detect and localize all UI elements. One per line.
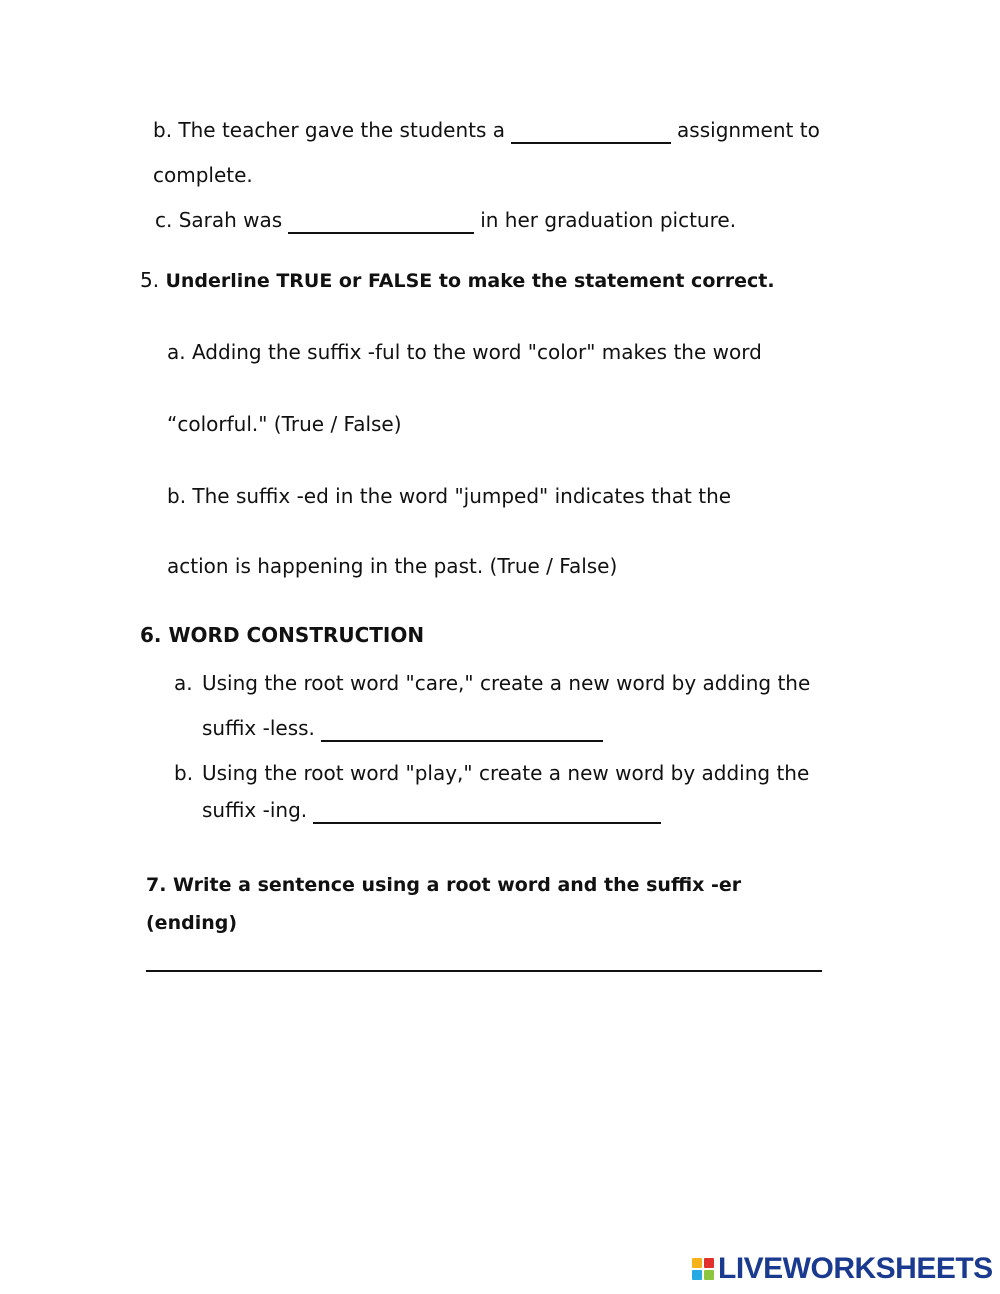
q4-b-line1 xyxy=(153,118,820,144)
q4-c-text-before: c. Sarah was xyxy=(155,208,283,232)
q4-c-blank[interactable] xyxy=(288,212,474,234)
logo-block-blue xyxy=(692,1270,702,1280)
q4-b-blank[interactable] xyxy=(511,122,671,144)
q6-a-blank[interactable] xyxy=(321,720,603,742)
q5-b-line1: b. The suffix -ed in the word "jumped" indicates that the xyxy=(167,484,732,508)
q6-b-line2 xyxy=(202,798,667,824)
q5-b-line2[interactable]: action is happening in the past. (True / False) xyxy=(167,554,618,578)
q4-b-line2: complete. xyxy=(153,163,253,187)
q5-heading xyxy=(140,268,775,293)
q5-a-line2[interactable]: “colorful." (True / False) xyxy=(167,412,402,436)
q6-a-line1: Using the root word "care," create a new word by adding the xyxy=(202,671,811,695)
logo-text: LIVEWORKSHEETS xyxy=(718,1252,993,1285)
q6-a-text: suffix -less. xyxy=(202,716,315,740)
liveworksheets-logo xyxy=(692,1252,993,1286)
q5-number: 5. xyxy=(140,268,160,292)
logo-block-green xyxy=(704,1270,714,1280)
q4-b-text-before: b. The teacher gave the students a xyxy=(153,118,506,142)
q6-a-line2 xyxy=(202,716,609,742)
q4-b-text-after: assignment to xyxy=(677,118,820,142)
q6-b-marker: b. xyxy=(174,761,194,785)
q4-c-text-after: in her graduation picture. xyxy=(480,208,737,232)
q6-b-text: suffix -ing. xyxy=(202,798,308,822)
q6-heading: 6. WORD CONSTRUCTION xyxy=(140,623,425,647)
q4-c-line xyxy=(155,208,736,234)
q5-a-line1: a. Adding the suffix -ful to the word "color" makes the word xyxy=(167,340,762,364)
q7-line1: 7. Write a sentence using a root word and the suffix -er xyxy=(146,874,742,896)
q6-b-line1: Using the root word "play," create a new word by adding the xyxy=(202,761,810,785)
q7-line2: (ending) xyxy=(146,912,238,934)
logo-block-red xyxy=(704,1258,714,1268)
logo-block-yellow xyxy=(692,1258,702,1268)
q5-heading-text: Underline TRUE or FALSE to make the statement correct. xyxy=(165,270,775,292)
logo-blocks-icon xyxy=(692,1258,714,1280)
q6-a-marker: a. xyxy=(174,671,193,695)
q7-answer-line[interactable] xyxy=(146,958,822,972)
q6-b-blank[interactable] xyxy=(313,802,661,824)
